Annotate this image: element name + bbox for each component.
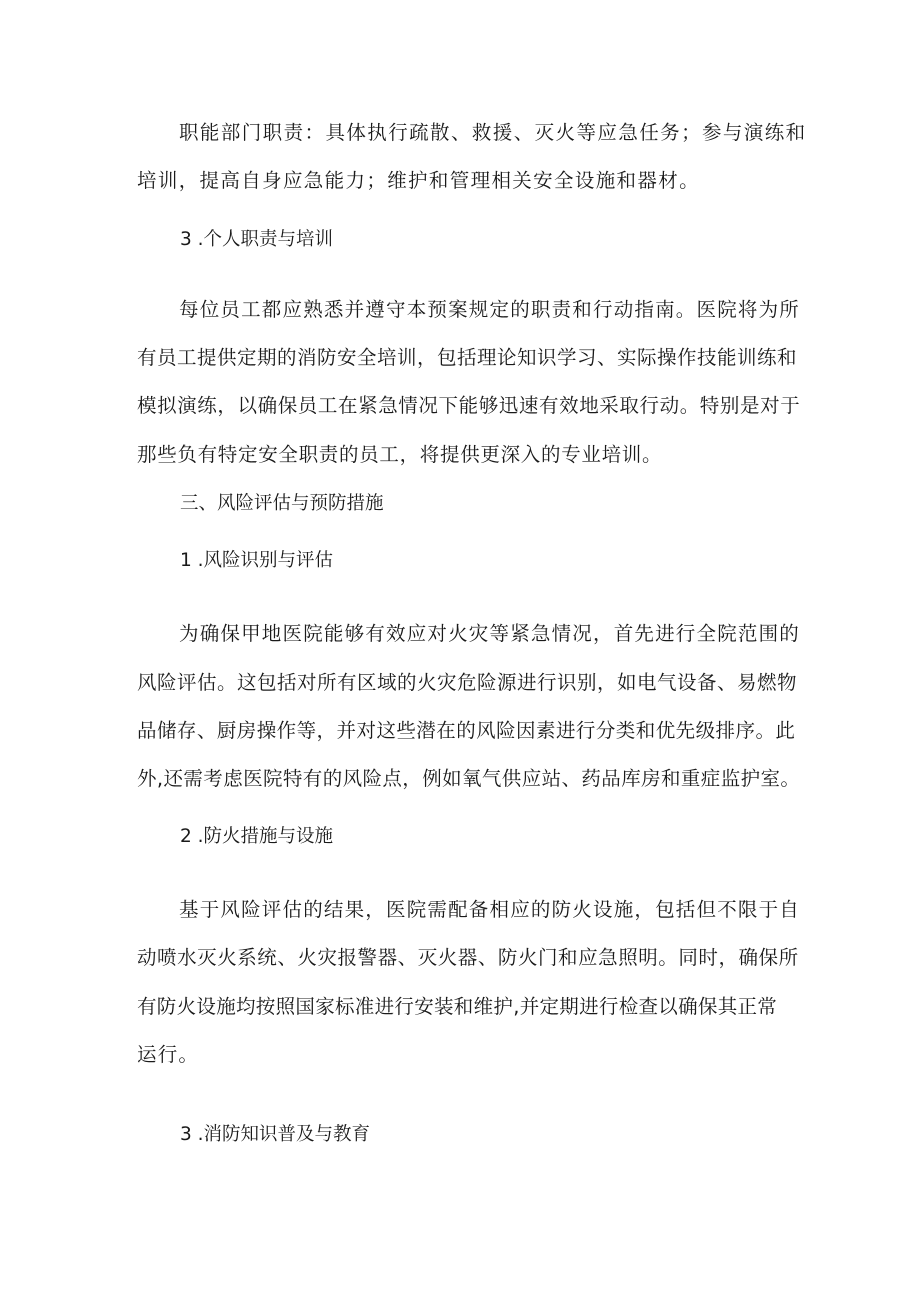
subheading-fire-prevention: 2 .防火措施与设施 [180,826,334,847]
text-line: 职能部门职责：具体执行疏散、救援、灭火等应急任务；参与演练和 [179,121,807,144]
text-line: 风险评估。这包括对所有区域的火灾危险源进行识别，如电气设备、易燃物 [137,671,798,694]
text-line: 动喷水灭火系统、火灾报警器、灭火器、防火门和应急照明。同时，确保所 [137,946,799,969]
text-line: 模拟演练，以确保员工在紧急情况下能够迅速有效地采取行动。特别是对于 [137,394,801,417]
subheading-fire-education: 3 .消防知识普及与教育 [180,1124,371,1145]
text-line: 有员工提供定期的消防安全培训，包括理论知识学习、实际操作技能训练和 [137,346,798,369]
text-line: 基于风险评估的结果，医院需配备相应的防火设施，包括但不限于自 [179,898,801,921]
text-line: 那些负有特定安全职责的员工，将提供更深入的专业培训。 [137,443,663,466]
text-line: 有防火设施均按照国家标准进行安装和维护,并定期进行检查以确保其正常 [137,995,778,1018]
subheading-personal-duty: 3 .个人职责与培训 [180,229,334,250]
text-line: 培训，提高自身应急能力；维护和管理相关安全设施和器材。 [137,169,700,192]
text-line: 为确保甲地医院能够有效应对火灾等紧急情况，首先进行全院范围的 [179,622,801,645]
text-line: 运行。 [137,1043,200,1066]
subheading-risk-identify: 1 .风险识别与评估 [180,550,334,571]
section-heading-risk: 三、风险评估与预防措施 [180,493,384,514]
text-line: 每位员工都应熟悉并遵守本预案规定的职责和行动指南。医院将为所 [179,298,801,321]
text-line: 外,还需考虑医院特有的风险点，例如氧气供应站、药品库房和重症监护室。 [137,767,801,790]
text-line: 品储存、厨房操作等，并对这些潜在的风险因素进行分类和优先级排序。此 [137,719,796,742]
